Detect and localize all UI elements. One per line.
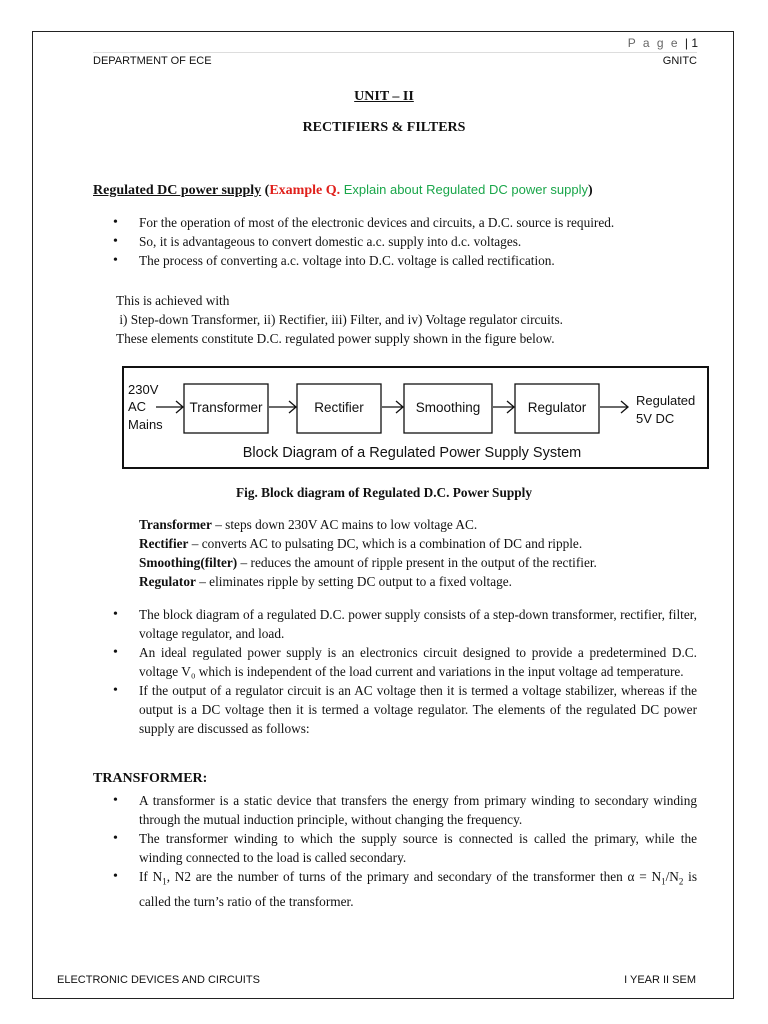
list-item: • If $N_1$, N2 are the number of turns of the primary and secondary of the transformer then $\alpha = N_1/N_2$ is called the turn’s ratio of the transformer. xyxy=(93,867,697,911)
transformer-list xyxy=(93,791,697,911)
section-title: Regulated DC power supply xyxy=(93,183,262,198)
output-label xyxy=(636,393,695,426)
regulator-block: Regulator xyxy=(527,400,587,415)
definition-item: Rectifier – converts AC to pulsating DC, which is a combination of DC and ripple. xyxy=(139,536,583,551)
paragraph: These elements constitute D.C. regulated power supply shown in the figure below. xyxy=(116,331,555,346)
definition-item: Regulator – eliminates ripple by setting DC output to a fixed voltage. xyxy=(139,574,512,589)
block-diagram xyxy=(122,366,709,469)
example-label: Example Q. xyxy=(269,183,341,198)
transformer-heading: TRANSFORMER: xyxy=(93,771,208,786)
header-divider xyxy=(93,52,697,53)
body-list xyxy=(93,605,697,738)
list-item: • So, it is advantageous to convert domestic a.c. supply into d.c. voltages. xyxy=(93,232,697,251)
svg-text:230V: 230V xyxy=(128,382,159,397)
figure-caption: Fig. Block diagram of Regulated D.C. Power Supply xyxy=(236,485,532,500)
definition-item: Smoothing(filter) – reduces the amount of ripple present in the output of the rectifier. xyxy=(139,555,597,570)
paragraph: i) Step-down Transformer, ii) Rectifier, iii) Filter, and iv) Voltage regulator circuits. xyxy=(116,312,563,327)
svg-text:AC: AC xyxy=(128,399,147,414)
footer-year: I YEAR II SEM xyxy=(624,974,696,986)
list-item: • The process of converting a.c. voltage into D.C. voltage is called rectification. xyxy=(93,251,697,270)
paragraph: This is achieved with xyxy=(116,293,230,308)
page-number: P a g e | 1 xyxy=(627,36,698,50)
smoothing-block: Smoothing xyxy=(415,400,481,415)
definition-item: Transformer – steps down 230V AC mains to low voltage AC. xyxy=(139,517,478,532)
intro-list xyxy=(93,213,697,270)
header-department: DEPARTMENT OF ECE xyxy=(93,55,212,67)
svg-text:Mains: Mains xyxy=(128,417,163,432)
definitions xyxy=(139,515,597,591)
list-item: • A transformer is a static device that transfers the energy from primary winding to secondary winding through the mutual induction principle, without changing the frequency. xyxy=(93,791,697,829)
list-item: • The block diagram of a regulated D.C. power supply consists of a step-down transformer, rectifier, filter, voltage regulator, and load. xyxy=(93,605,697,643)
diagram-title: Block Diagram of a Regulated Power Supply System xyxy=(242,445,582,461)
rectifier-block: Rectifier xyxy=(314,400,364,415)
svg-text:Regulated: Regulated xyxy=(636,393,696,408)
example-question: Explain about Regulated DC power supply xyxy=(340,182,588,197)
list-item: • For the operation of most of the electronic devices and circuits, a D.C. source is required. xyxy=(93,213,697,232)
footer-subject: ELECTRONIC DEVICES AND CIRCUITS xyxy=(57,974,260,986)
topic-title: RECTIFIERS & FILTERS xyxy=(302,120,466,135)
unit-title: UNIT – II xyxy=(354,89,414,104)
list-item: • An ideal regulated power supply is an electronics circuit designed to provide a predetermined D.C. voltage V₀ which is independent of the load current and variations in the input voltage ad temperature. xyxy=(93,643,697,681)
svg-text:5V DC: 5V DC xyxy=(636,411,675,426)
list-item: • If the output of a regulator circuit is an AC voltage then it is termed a voltage stabilizer, whereas if the output is a DC voltage then it is termed a voltage regulator. The elements of the regulated DC power supply are discussed as follows: xyxy=(93,681,697,738)
transformer-block: Transformer xyxy=(189,400,263,415)
list-item: • The transformer winding to which the supply source is connected is called the primary, while the winding connected to the load is called secondary. xyxy=(93,829,697,867)
header-college: GNITC xyxy=(662,55,697,67)
section-heading: Regulated DC power supply (Example Q. Explain about Regulated DC power supply) xyxy=(93,182,593,198)
